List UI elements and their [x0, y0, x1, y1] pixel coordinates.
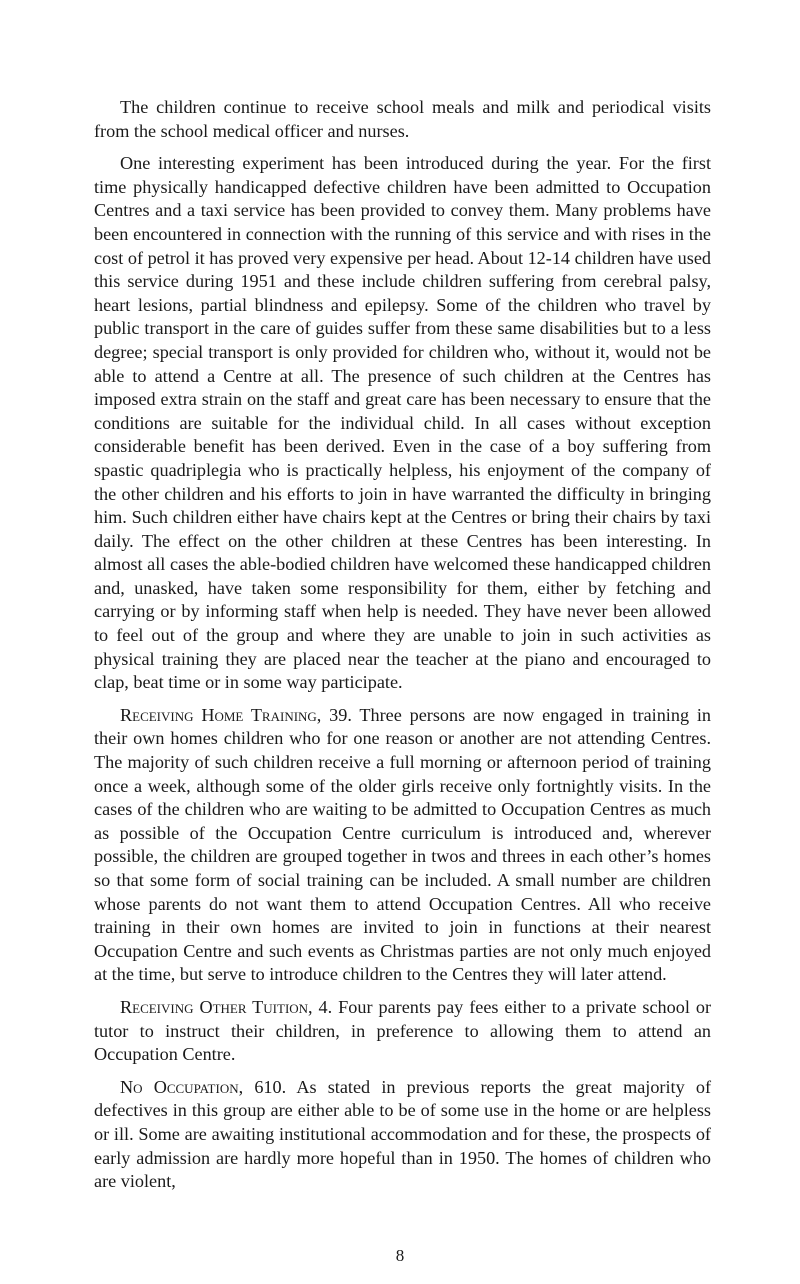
paragraph-text: As stated in previous reports the great majority of defectives in this group are either able to be of some use in the home or are helpless or ill. Some are awaiting institutional accommodation and for these, the prospects of early admission are hardly more hopeful than in 1950. The homes of children who are violent,: [94, 1076, 712, 1192]
paragraph-text: Three persons are now engaged in training in their own homes children who for one reason or another are not attending Centres. The majority of such children receive a full morning or afternoon period of training once a week, although some of the older girls receive only fortnightly visits. In the cases of the children who are waiting to be admitted to Occupation Centres as much as possible of the Occupation Centre curriculum is introduced and, wherever possible, the children are grouped together in twos and threes in each other’s homes so that some form of social training can be included. A small number are children whose parents do not want them to attend Occupation Centres. All who receive training in their own homes are invited to join in functions at their nearest Occupation Centre and such events as Christmas parties are not only much enjoyed at the time, but serve to introduce children to the Centres they will later attend.: [94, 704, 711, 985]
paragraph-no-occupation: [94, 1076, 711, 1194]
section-heading: Receiving Other Tuition, 4.: [120, 996, 333, 1017]
section-heading: Receiving Home Training, 39.: [120, 704, 352, 725]
paragraph-experiment: [94, 152, 711, 695]
section-heading: No Occupation, 610.: [120, 1076, 287, 1097]
body-text: [94, 96, 711, 1194]
paragraph-home-training: [94, 704, 711, 987]
paragraph-text: The children continue to receive school meals and milk and periodical visits from the school medical officer and nurses.: [94, 97, 711, 141]
paragraph-other-tuition: [94, 996, 711, 1067]
page-number: 8: [395, 1246, 405, 1265]
paragraph-text: Four parents pay fees either to a private school or tutor to instruct their children, in preference to allowing them to attend an Occupation Centre.: [94, 996, 711, 1065]
paragraph-text: One interesting experiment has been introduced during the year. For the first time physically handicapped defective children have been admitted to Occupation Centres and a taxi service has been provided to convey them. Many problems have been encountered in connection with the running of this service and with rises in the cost of petrol it has proved very expensive per head. About 12-14 children have used this service during 1951 and these include children suffering from cerebral palsy, heart lesions, partial blindness and epilepsy. Some of the children who travel by public transport in the care of guides suffer from these same disabilities but to a less degree; special transport is only provided for children who, without it, would not be able to attend a Centre at all. The presence of such children at the Centres has imposed extra strain on the staff and great care has been necessary to ensure that the conditions are suitable for the individual child. In all cases without exception considerable benefit has been derived. Even in the case of a boy suffering from spastic quadriplegia who is practically helpless, his enjoyment of the company of the other children and his efforts to join in have warranted the difficulty in bringing him. Such children either have chairs kept at the Centres or bring their chairs by taxi daily. The effect on the other children at these Centres has been interesting. In almost all cases the able-bodied children have welcomed these handicapped children and, unasked, have taken some responsibility for them, either by fetching and carrying or by informing staff when help is needed. They have never been allowed to feel out of the group and where they are unable to join in such activities as physical training they are placed near the teacher at the piano and encouraged to clap, beat time or in some way participate.: [94, 153, 711, 693]
paragraph-school-meals: [94, 96, 711, 143]
